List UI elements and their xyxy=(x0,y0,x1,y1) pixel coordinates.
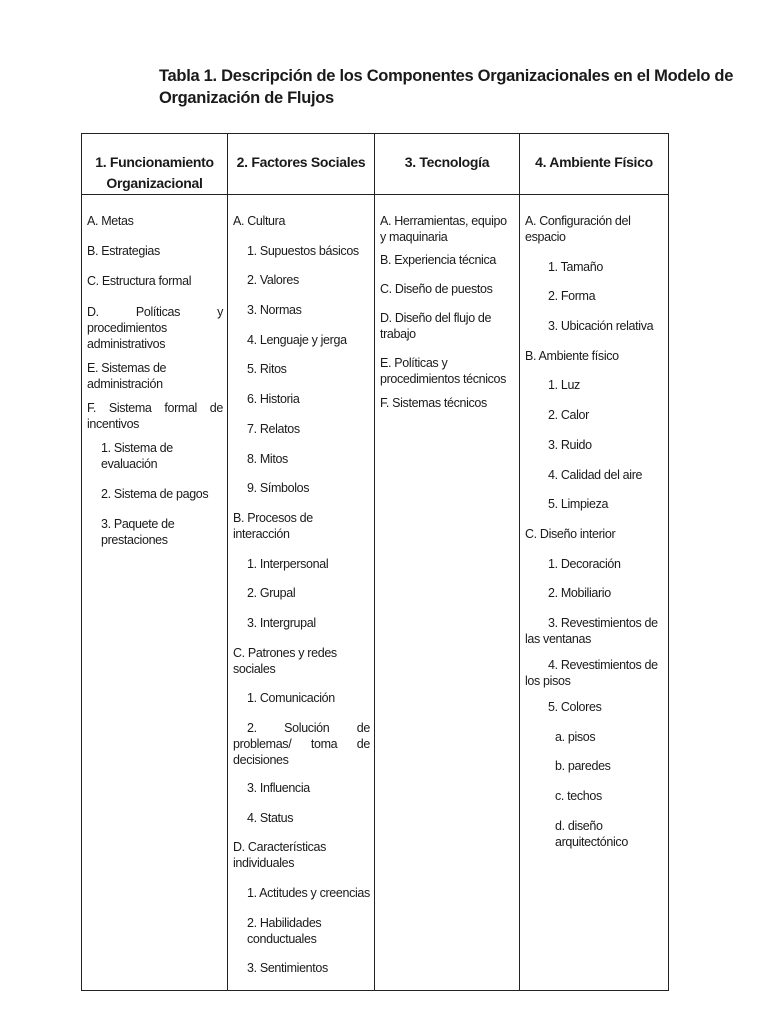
list-item: 4. Calidad del aire xyxy=(548,467,643,482)
list-item: 3. Ubicación relativa xyxy=(548,319,654,334)
list-item: 2. Grupal xyxy=(247,586,296,601)
list-item: D. Características individuales xyxy=(233,840,327,871)
list-item: 1. Decoración xyxy=(548,556,621,571)
body-row xyxy=(82,195,669,991)
list-item: 5. Limpieza xyxy=(548,497,609,512)
list-item: E. Sistemas de administración xyxy=(87,360,167,391)
header-ambiente-fisico: 4. Ambiente Físico xyxy=(520,134,669,195)
list-item: 3. Intergrupal xyxy=(247,615,316,630)
list-item: E. Políticas y procedimientos técnicos xyxy=(380,356,507,386)
list-item: 6. Historia xyxy=(247,392,300,407)
list-item: B. Estrategias xyxy=(87,244,160,259)
list-item: 2. Calor xyxy=(548,408,589,423)
list-item: C. Diseño interior xyxy=(525,526,616,541)
list-item: 3. Sentimientos xyxy=(247,961,328,976)
list-item: 3. Paquete de prestaciones xyxy=(101,516,175,547)
list-item: F. Sistemas técnicos xyxy=(380,396,487,410)
column-funcionamiento xyxy=(82,195,228,991)
list-item: 1. Interpersonal xyxy=(247,556,329,571)
list-item: 3. Influencia xyxy=(247,781,310,795)
header-factores-sociales: 2. Factores Sociales xyxy=(228,134,375,195)
list-item: A. Cultura xyxy=(233,214,286,228)
list-item: 2. Sistema de pagos xyxy=(101,486,209,501)
list-item: b. paredes xyxy=(555,759,611,774)
list-item: C. Diseño de puestos xyxy=(380,282,493,296)
list-item: 2. Forma xyxy=(548,289,596,304)
list-item: 4. Status xyxy=(247,810,294,825)
list-item: 1. Tamaño xyxy=(548,259,603,274)
list-item: C. Estructura formal xyxy=(87,274,192,289)
list-item: 2. Valores xyxy=(247,273,299,288)
table-title xyxy=(159,65,734,109)
list-item: d. diseño arquitectónico xyxy=(555,818,628,849)
list-item: 5. Colores xyxy=(548,699,602,714)
list-item: C. Patrones y redes sociales xyxy=(233,645,337,676)
list-item: 8. Mitos xyxy=(247,451,288,466)
components-table xyxy=(81,133,669,991)
column-ambiente-fisico xyxy=(520,195,669,991)
header-tecnologia: 3. Tecnología xyxy=(375,134,520,195)
list-item: 2. Mobiliario xyxy=(548,586,611,601)
list-item: A. Metas xyxy=(87,214,134,228)
list-item: D. Políticas y procedimientos administrativos xyxy=(87,304,223,351)
list-item: a. pisos xyxy=(555,729,596,744)
header-funcionamiento: 1. Funcionamiento Organizacional xyxy=(82,134,228,195)
list-item: A. Herramientas, equipo y maquinaria xyxy=(380,214,507,244)
list-item: 4. Revestimientos de los pisos xyxy=(525,657,658,688)
list-item: 1. Sistema de evaluación xyxy=(101,440,173,471)
column-factores-sociales xyxy=(228,195,375,991)
list-item: D. Diseño del flujo de trabajo xyxy=(380,311,492,341)
list-item: 4. Lenguaje y jerga xyxy=(247,332,347,347)
list-item: B. Experiencia técnica xyxy=(380,253,496,267)
list-item: 2. Solución de problemas/ toma de decisiones xyxy=(233,721,370,767)
column-tecnologia xyxy=(375,195,520,991)
list-item: 1. Supuestos básicos xyxy=(247,243,359,258)
list-item: 9. Símbolos xyxy=(247,481,310,496)
list-item: 1. Comunicación xyxy=(247,691,335,706)
list-item: 3. Revestimientos de las ventanas xyxy=(525,615,658,646)
header-row xyxy=(82,134,669,195)
list-item: A. Configuración del espacio xyxy=(525,214,631,244)
list-item: 3. Normas xyxy=(247,303,302,318)
list-item: 1. Actitudes y creencias xyxy=(247,886,370,901)
list-item: B. Procesos de interacción xyxy=(233,510,313,541)
list-item: 3. Ruido xyxy=(548,437,592,452)
list-item: 5. Ritos xyxy=(247,362,287,377)
list-item: 1. Luz xyxy=(548,378,580,393)
table-title-line-2: Organización de Flujos xyxy=(159,89,334,107)
list-item: B. Ambiente físico xyxy=(525,348,619,363)
list-item: 7. Relatos xyxy=(247,421,300,436)
list-item: c. techos xyxy=(555,789,602,803)
list-item: 2. Habilidades conductuales xyxy=(247,915,322,946)
list-item: F. Sistema formal de incentivos xyxy=(87,400,223,431)
table-title-line-1: Tabla 1. Descripción de los Componentes Organizacionales en el Modelo de xyxy=(159,67,734,85)
